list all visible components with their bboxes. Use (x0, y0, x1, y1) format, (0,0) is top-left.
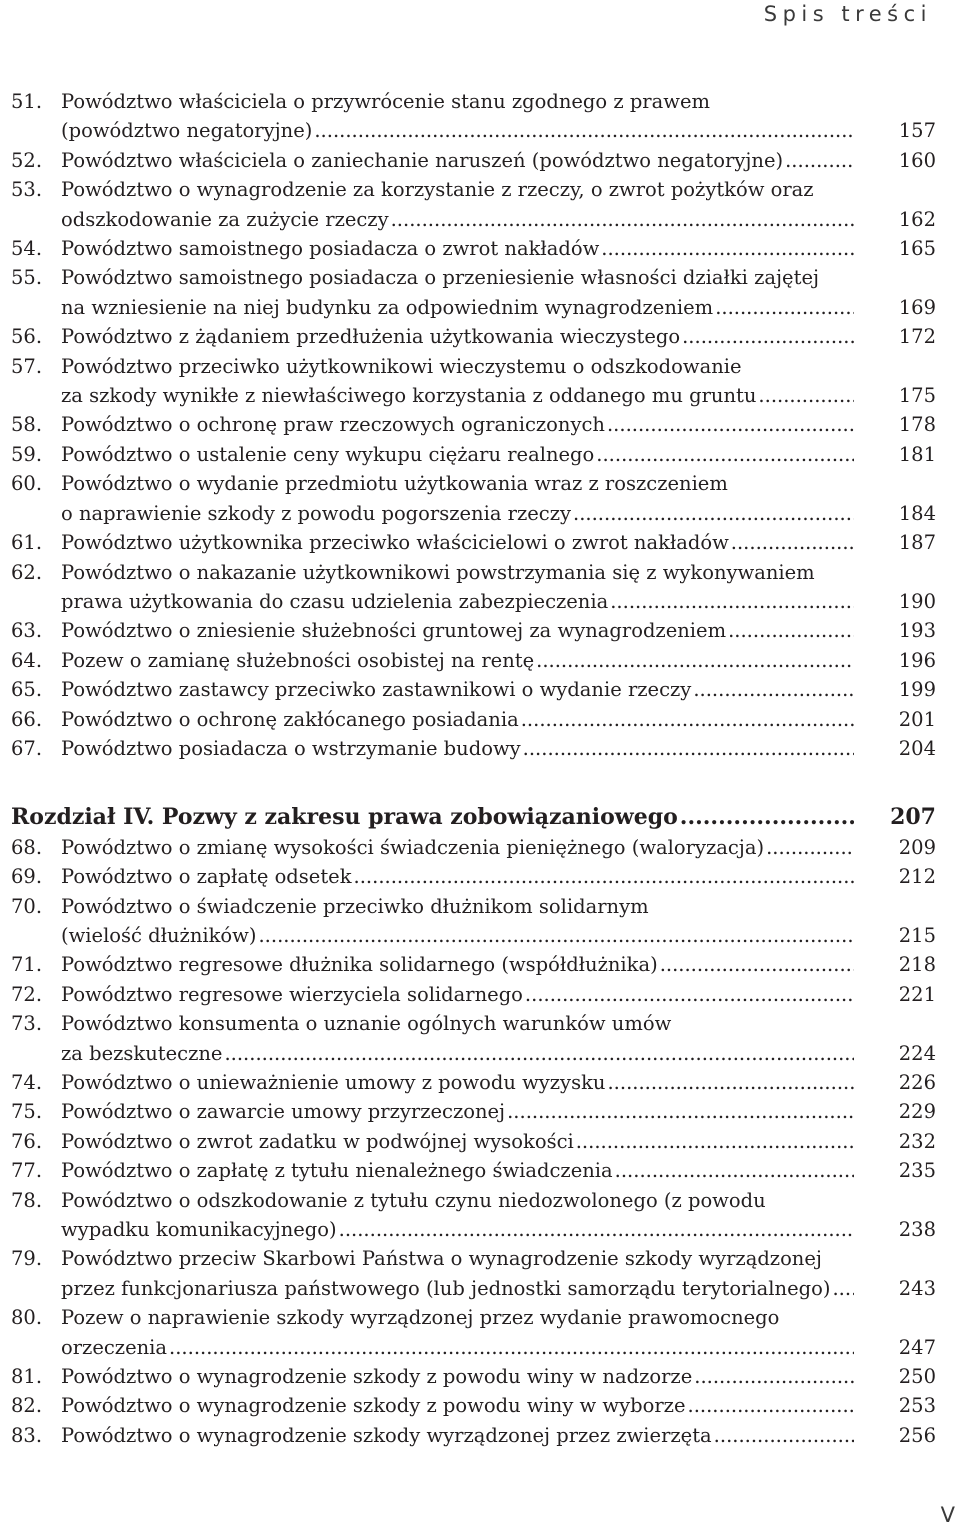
entry-title-text: Powództwo o wynagrodzenie szkody z powodu winy w nadzorze (61, 1365, 693, 1389)
dot-leader (728, 616, 854, 645)
dot-leader (601, 234, 854, 263)
entry-number: 76. (11, 1129, 43, 1153)
entry-title-last-line (61, 1333, 936, 1362)
entry-body (61, 833, 936, 862)
dot-leader (523, 734, 854, 763)
dot-leader (785, 146, 854, 175)
entry-number: 78. (11, 1188, 43, 1212)
entry-page-number: 224 (898, 1041, 936, 1065)
page-folio: V (940, 1503, 955, 1527)
entry-body (61, 1391, 936, 1420)
entry-body (61, 146, 936, 175)
entry-title-last-line (61, 381, 936, 410)
entry-page-number: 243 (898, 1276, 936, 1300)
entry-number: 51. (11, 90, 43, 113)
entry-title-text: za szkody wynikłe z niewłaściwego korzystania z oddanego mu gruntu (61, 384, 757, 408)
entry-number: 53. (11, 178, 43, 202)
entry-title-last-line (61, 410, 936, 439)
entry-page-number: 172 (898, 325, 936, 349)
dot-leader (682, 322, 854, 351)
entry-title-text: Powództwo właściciela o zaniechanie naruszeń (powództwo negatoryjne) (61, 148, 784, 172)
entry-title-line: Powództwo o świadczenie przeciwko dłużnikom solidarnym (61, 894, 649, 918)
entry-body (61, 322, 936, 351)
toc-entry[interactable] (11, 1362, 936, 1391)
entry-page-number: 165 (898, 237, 936, 261)
chapter-title: Rozdział IV. Pozwy z zakresu prawa zobowiązaniowego (11, 804, 678, 831)
entry-body (61, 352, 936, 411)
entry-title-text: na wzniesienie na niej budynku za odpowiednim wynagrodzeniem (61, 295, 714, 319)
entry-page-number: 204 (898, 736, 936, 760)
entry-title-last-line (61, 293, 936, 322)
entry-number: 57. (11, 354, 43, 378)
toc-entry[interactable] (11, 675, 936, 704)
entry-body (61, 980, 936, 1009)
entry-number: 59. (11, 442, 43, 466)
toc-entry[interactable] (11, 322, 936, 351)
entry-body (61, 1244, 936, 1303)
entry-title-last-line (61, 705, 936, 734)
entry-title-last-line (61, 205, 936, 234)
entry-number: 61. (11, 531, 43, 555)
entry-body (61, 862, 936, 891)
entry-number: 80. (11, 1306, 43, 1330)
entry-body (61, 950, 936, 979)
toc-entry[interactable] (11, 146, 936, 175)
dot-leader (766, 833, 854, 862)
entry-title-last-line (61, 1362, 936, 1391)
entry-number: 60. (11, 472, 43, 496)
entry-title-line: Powództwo o wynagrodzenie za korzystanie z rzeczy, o zwrot pożytków oraz (61, 178, 814, 202)
toc-entry[interactable] (11, 646, 936, 675)
entry-title-last-line (61, 1068, 936, 1097)
dot-leader (731, 528, 854, 557)
entry-title-text: Pozew o zamianę służebności osobistej na rentę (61, 648, 535, 672)
entry-title-text: (powództwo negatoryjne) (61, 119, 313, 143)
entry-title-last-line (61, 587, 936, 616)
entry-title-text: Powództwo regresowe dłużnika solidarnego (współdłużnika) (61, 953, 658, 977)
entry-page-number: 175 (898, 384, 936, 408)
dot-leader (224, 1039, 854, 1068)
toc-entry[interactable] (11, 87, 936, 146)
entry-body (61, 1068, 936, 1097)
entry-title-last-line (61, 499, 936, 528)
entry-title-last-line (61, 950, 936, 979)
dot-leader (536, 646, 854, 675)
toc-entry[interactable] (11, 1156, 936, 1185)
entry-title-text: Powództwo o wynagrodzenie szkody z powodu winy w wyborze (61, 1394, 686, 1418)
dot-leader (610, 587, 854, 616)
entry-title-text: Powództwo o zapłatę odsetek (61, 865, 352, 889)
entry-title-line: Powództwo o wydanie przedmiotu użytkowania wraz z roszczeniem (61, 472, 728, 496)
toc-entry[interactable] (11, 1186, 936, 1245)
entry-page-number: 235 (898, 1159, 936, 1183)
dot-leader (693, 675, 854, 704)
entry-title-last-line (61, 646, 936, 675)
entry-body (61, 675, 936, 704)
dot-leader (169, 1333, 854, 1362)
entry-number: 52. (11, 148, 43, 172)
entry-page-number: 215 (898, 923, 936, 947)
entry-title-line: Powództwo konsumenta o uznanie ogólnych warunków umów (61, 1012, 672, 1036)
entry-number: 79. (11, 1247, 43, 1271)
toc-entry[interactable] (11, 862, 936, 891)
entry-title-line: Pozew o naprawienie szkody wyrządzonej przez wydanie prawomocnego (61, 1306, 780, 1330)
dot-leader (714, 1421, 854, 1450)
entry-title-line: Powództwo właściciela o przywrócenie stanu zgodnego z prawem (61, 90, 710, 113)
entry-page-number: 160 (898, 148, 936, 172)
toc-entry[interactable] (11, 528, 936, 557)
entry-title-text: Powództwo posiadacza o wstrzymanie budowy (61, 736, 521, 760)
entry-page-number: 201 (898, 707, 936, 731)
entry-number: 54. (11, 237, 43, 261)
toc-entry[interactable] (11, 705, 936, 734)
entry-page-number: 209 (898, 835, 936, 859)
dot-leader (391, 205, 854, 234)
dot-leader (354, 862, 854, 891)
entry-page-number: 247 (898, 1335, 936, 1359)
toc-entry[interactable] (11, 833, 936, 862)
toc-entry[interactable] (11, 469, 936, 528)
dot-leader (758, 381, 854, 410)
entry-page-number: 169 (898, 295, 936, 319)
entry-page-number: 221 (898, 982, 936, 1006)
toc-entry[interactable] (11, 410, 936, 439)
dot-leader (573, 499, 854, 528)
entry-title-text: (wielość dłużników) (61, 923, 257, 947)
entry-title-text: Powództwo o ustalenie ceny wykupu ciężaru realnego (61, 442, 595, 466)
entry-title-text: Powództwo użytkownika przeciwko właścicielowi o zwrot nakładów (61, 531, 729, 555)
entry-title-text: Powództwo o zmianę wysokości świadczenia pieniężnego (waloryzacja) (61, 835, 765, 859)
entry-number: 82. (11, 1394, 43, 1418)
entry-title-text: wypadku komunikacyjnego) (61, 1218, 337, 1242)
toc-entry[interactable] (11, 352, 936, 411)
dot-leader (694, 1362, 854, 1391)
entry-title-last-line (61, 1156, 936, 1185)
entry-title-text: Powództwo o zapłatę z tytułu nienależnego świadczenia (61, 1159, 613, 1183)
entry-body (61, 1421, 936, 1450)
entry-number: 67. (11, 736, 43, 760)
table-of-contents (11, 87, 936, 1450)
toc-entry[interactable] (11, 950, 936, 979)
entry-title-text: Powództwo samoistnego posiadacza o zwrot nakładów (61, 237, 600, 261)
entry-title-text: Powództwo o ochronę praw rzeczowych ograniczonych (61, 413, 605, 437)
entry-body (61, 263, 936, 322)
dot-leader (521, 705, 854, 734)
entry-body (61, 175, 936, 234)
toc-entry[interactable] (11, 1068, 936, 1097)
entry-title-text: Powództwo o unieważnienie umowy z powodu wyzysku (61, 1071, 606, 1094)
dot-leader (607, 410, 854, 439)
entry-number: 66. (11, 707, 43, 731)
toc-entry[interactable] (11, 616, 936, 645)
dot-leader (576, 1127, 854, 1156)
entry-page-number: 181 (898, 442, 936, 466)
running-header: Spis treści (763, 2, 932, 26)
entry-title-last-line (61, 1274, 936, 1303)
entry-number: 55. (11, 266, 43, 290)
entry-number: 81. (11, 1365, 43, 1389)
dot-leader (314, 116, 854, 145)
toc-entry[interactable] (11, 263, 936, 322)
entry-title-last-line (61, 1421, 936, 1450)
entry-number: 62. (11, 560, 43, 584)
entry-body (61, 646, 936, 675)
dot-leader (607, 1068, 854, 1097)
toc-section-part2 (11, 833, 936, 1451)
entry-title-text: Powództwo zastawcy przeciwko zastawnikowi o wydanie rzeczy (61, 678, 692, 702)
entry-number: 58. (11, 413, 43, 437)
entry-page-number: 212 (898, 865, 936, 889)
entry-title-last-line (61, 734, 936, 763)
entry-number: 72. (11, 982, 43, 1006)
entry-title-line: Powództwo samoistnego posiadacza o przeniesienie własności działki zajętej (61, 266, 820, 290)
entry-number: 75. (11, 1100, 43, 1124)
entry-title-text: Powództwo o zwrot zadatku w podwójnej wysokości (61, 1129, 574, 1153)
entry-body (61, 616, 936, 645)
entry-title-last-line (61, 528, 936, 557)
entry-body (61, 734, 936, 763)
entry-page-number: 187 (898, 531, 936, 555)
entry-title-last-line (61, 1039, 936, 1068)
entry-title-text: odszkodowanie za zużycie rzeczy (61, 207, 389, 231)
entry-body (61, 87, 936, 146)
toc-entry[interactable] (11, 234, 936, 263)
dot-leader (339, 1215, 854, 1244)
entry-title-text: Powództwo o zawarcie umowy przyrzeczonej (61, 1100, 506, 1124)
entry-page-number: 253 (898, 1394, 936, 1418)
toc-entry[interactable] (11, 175, 936, 234)
dot-leader (715, 293, 854, 322)
entry-page-number: 232 (898, 1129, 936, 1153)
toc-entry[interactable] (11, 1097, 936, 1126)
entry-title-last-line (61, 921, 936, 950)
entry-number: 70. (11, 894, 43, 918)
entry-body (61, 1097, 936, 1126)
entry-title-text: Powództwo o ochronę zakłócanego posiadania (61, 707, 519, 731)
entry-number: 65. (11, 678, 43, 702)
entry-page-number: 226 (898, 1071, 936, 1094)
entry-body (61, 1009, 936, 1068)
entry-page-number: 256 (898, 1423, 936, 1447)
toc-entry[interactable] (11, 1244, 936, 1303)
entry-title-text: za bezskuteczne (61, 1041, 223, 1065)
entry-title-last-line (61, 1391, 936, 1420)
entry-body (61, 892, 936, 951)
toc-entry[interactable] (11, 892, 936, 951)
entry-body (61, 705, 936, 734)
entry-title-text: Powództwo z żądaniem przedłużenia użytkowania wieczystego (61, 325, 681, 349)
entry-title-text: Powództwo o wynagrodzenie szkody wyrządzonej przez zwierzęta (61, 1423, 712, 1447)
entry-title-text: orzeczenia (61, 1335, 168, 1359)
entry-page-number: 250 (898, 1365, 936, 1389)
entry-body (61, 1303, 936, 1362)
entry-page-number: 196 (898, 648, 936, 672)
entry-body (61, 1186, 936, 1245)
entry-body (61, 234, 936, 263)
entry-body (61, 469, 936, 528)
entry-title-last-line (61, 234, 936, 263)
toc-entry[interactable] (11, 734, 936, 763)
dot-leader (615, 1156, 854, 1185)
entry-title-line: Powództwo o odszkodowanie z tytułu czynu niedozwolonego (z powodu (61, 1188, 766, 1212)
entry-title-last-line (61, 440, 936, 469)
entry-page-number: 193 (898, 619, 936, 643)
entry-title-line: Powództwo przeciwko użytkownikowi wieczystemu o odszkodowanie (61, 354, 742, 378)
entry-page-number: 184 (898, 501, 936, 525)
entry-title-last-line (61, 616, 936, 645)
dot-leader (525, 980, 854, 1009)
entry-page-number: 229 (898, 1100, 936, 1124)
entry-title-last-line (61, 1127, 936, 1156)
entry-title-text: prawa użytkowania do czasu udzielenia zabezpieczenia (61, 589, 609, 613)
entry-number: 69. (11, 865, 43, 889)
toc-entry[interactable] (11, 1009, 936, 1068)
entry-title-text: o naprawienie szkody z powodu pogorszenia rzeczy (61, 501, 572, 525)
entry-body (61, 440, 936, 469)
dot-leader (832, 1274, 854, 1303)
dot-leader (660, 950, 854, 979)
entry-body (61, 1156, 936, 1185)
entry-title-line: Powództwo przeciw Skarbowi Państwa o wynagrodzenie szkody wyrządzonej (61, 1247, 822, 1271)
toc-section-part1 (11, 87, 936, 763)
entry-page-number: 162 (898, 207, 936, 231)
entry-body (61, 1127, 936, 1156)
entry-title-text: przez funkcjonariusza państwowego (lub jednostki samorządu terytorialnego) (61, 1276, 831, 1300)
dot-leader (507, 1097, 854, 1126)
entry-body (61, 558, 936, 617)
entry-title-last-line (61, 675, 936, 704)
entry-number: 68. (11, 835, 43, 859)
entry-number: 74. (11, 1071, 43, 1094)
entry-title-last-line (61, 833, 936, 862)
entry-page-number: 190 (898, 589, 936, 613)
chapter-heading[interactable] (11, 803, 936, 832)
entry-title-text: Powództwo regresowe wierzyciela solidarnego (61, 982, 523, 1006)
entry-title-last-line (61, 1215, 936, 1244)
entry-page-number: 199 (898, 678, 936, 702)
entry-page-number: 178 (898, 413, 936, 437)
entry-number: 64. (11, 648, 43, 672)
entry-body (61, 410, 936, 439)
entry-title-last-line (61, 862, 936, 891)
entry-body (61, 528, 936, 557)
entry-page-number: 218 (898, 953, 936, 977)
entry-title-last-line (61, 1097, 936, 1126)
entry-number: 83. (11, 1423, 43, 1447)
entry-number: 71. (11, 953, 43, 977)
chapter-page-number: 207 (890, 804, 936, 831)
entry-title-last-line (61, 322, 936, 351)
toc-entry[interactable] (11, 980, 936, 1009)
entry-body (61, 1362, 936, 1391)
dot-leader (596, 440, 854, 469)
entry-title-last-line (61, 146, 936, 175)
toc-entry[interactable] (11, 440, 936, 469)
toc-entry[interactable] (11, 1127, 936, 1156)
dot-leader (680, 803, 854, 832)
entry-number: 56. (11, 325, 43, 349)
dot-leader (258, 921, 854, 950)
toc-entry[interactable] (11, 1421, 936, 1450)
entry-title-last-line (61, 116, 936, 145)
entry-page-number: 238 (898, 1218, 936, 1242)
entry-page-number: 157 (898, 119, 936, 143)
entry-number: 73. (11, 1012, 43, 1036)
section-gap (11, 763, 936, 803)
toc-entry[interactable] (11, 1391, 936, 1420)
entry-title-line: Powództwo o nakazanie użytkownikowi powstrzymania się z wykonywaniem (61, 560, 815, 584)
entry-number: 77. (11, 1159, 43, 1183)
entry-title-text: Powództwo o zniesienie służebności gruntowej za wynagrodzeniem (61, 619, 727, 643)
toc-entry[interactable] (11, 558, 936, 617)
entry-number: 63. (11, 619, 43, 643)
toc-entry[interactable] (11, 1303, 936, 1362)
dot-leader (688, 1391, 855, 1420)
entry-title-last-line (61, 980, 936, 1009)
